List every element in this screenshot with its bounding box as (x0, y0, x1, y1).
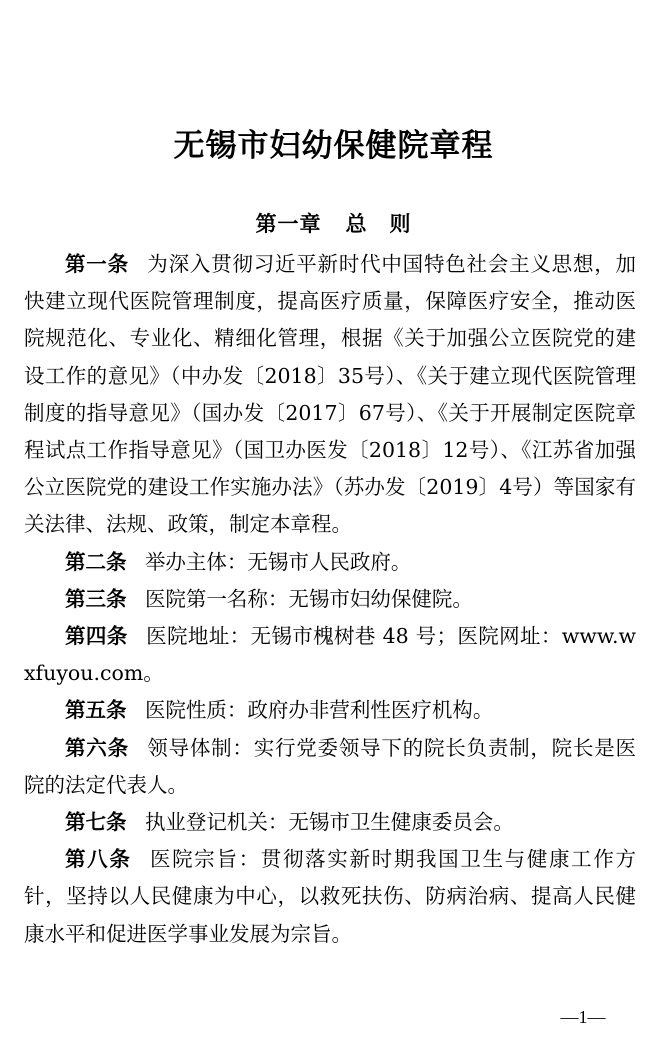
article-text: 医院地址：无锡市槐树巷 48 号；医院网址：www.wxfuyou.com。 (24, 624, 637, 686)
article-6 (24, 730, 636, 804)
article-8 (24, 841, 636, 953)
article-1 (24, 246, 636, 544)
article-7 (24, 804, 636, 841)
page-title: 无锡市妇幼保健院章程 (173, 128, 494, 164)
article-number: 第三条 (65, 586, 127, 611)
article-number: 第二条 (65, 549, 127, 574)
article-text: 为深入贯彻习近平新时代中国特色社会主义思想，加快建立现代医院管理制度，提高医疗质量，保障医疗安全，推动医院规范化、专业化、精细化管理，根据《关于加强公立医院党的建设工作的意见》（中办发〔2018〕35号）、《关于建立现代医院管理制度的指导意见》（国办发〔2017〕67号）、《关于开展制定医院章程试点工作指导意见》（国卫办医发〔2018〕12号）、《江苏省加强公立医院党的建设工作实施办法》（苏办发〔2019〕4号）等国家有关法律、法规、政策，制定本章程。 (24, 252, 637, 537)
article-text: 领导体制：实行党委领导下的院长负责制，院长是医院的法定代表人。 (24, 735, 637, 797)
article-number: 第四条 (65, 624, 128, 649)
article-number: 第八条 (65, 847, 132, 872)
chapter-label: 第一章 (255, 211, 322, 236)
page-number: —1— (560, 1007, 606, 1027)
article-text: 执业登记机关：无锡市卫生健康委员会。 (144, 810, 514, 835)
chapter-name: 总 则 (345, 211, 412, 236)
article-3 (24, 581, 636, 618)
document-body (24, 246, 636, 953)
article-number: 第一条 (65, 252, 129, 276)
article-number: 第六条 (65, 735, 129, 760)
article-4 (24, 618, 636, 692)
article-text: 举办主体：无锡市人民政府。 (144, 549, 412, 574)
article-text: 医院性质：政府办非营利性医疗机构。 (144, 698, 494, 723)
article-number: 第七条 (65, 810, 127, 835)
article-number: 第五条 (65, 698, 127, 723)
article-text: 医院第一名称：无锡市妇幼保健院。 (144, 586, 473, 611)
article-text: 医院宗旨：贯彻落实新时期我国卫生与健康工作方针，坚持以人民健康为中心，以救死扶伤、防病治病、提高人民健康水平和促进医学事业发展为宗旨。 (24, 847, 637, 946)
article-5 (24, 692, 636, 729)
chapter-title (0, 210, 667, 238)
article-2 (24, 544, 636, 581)
